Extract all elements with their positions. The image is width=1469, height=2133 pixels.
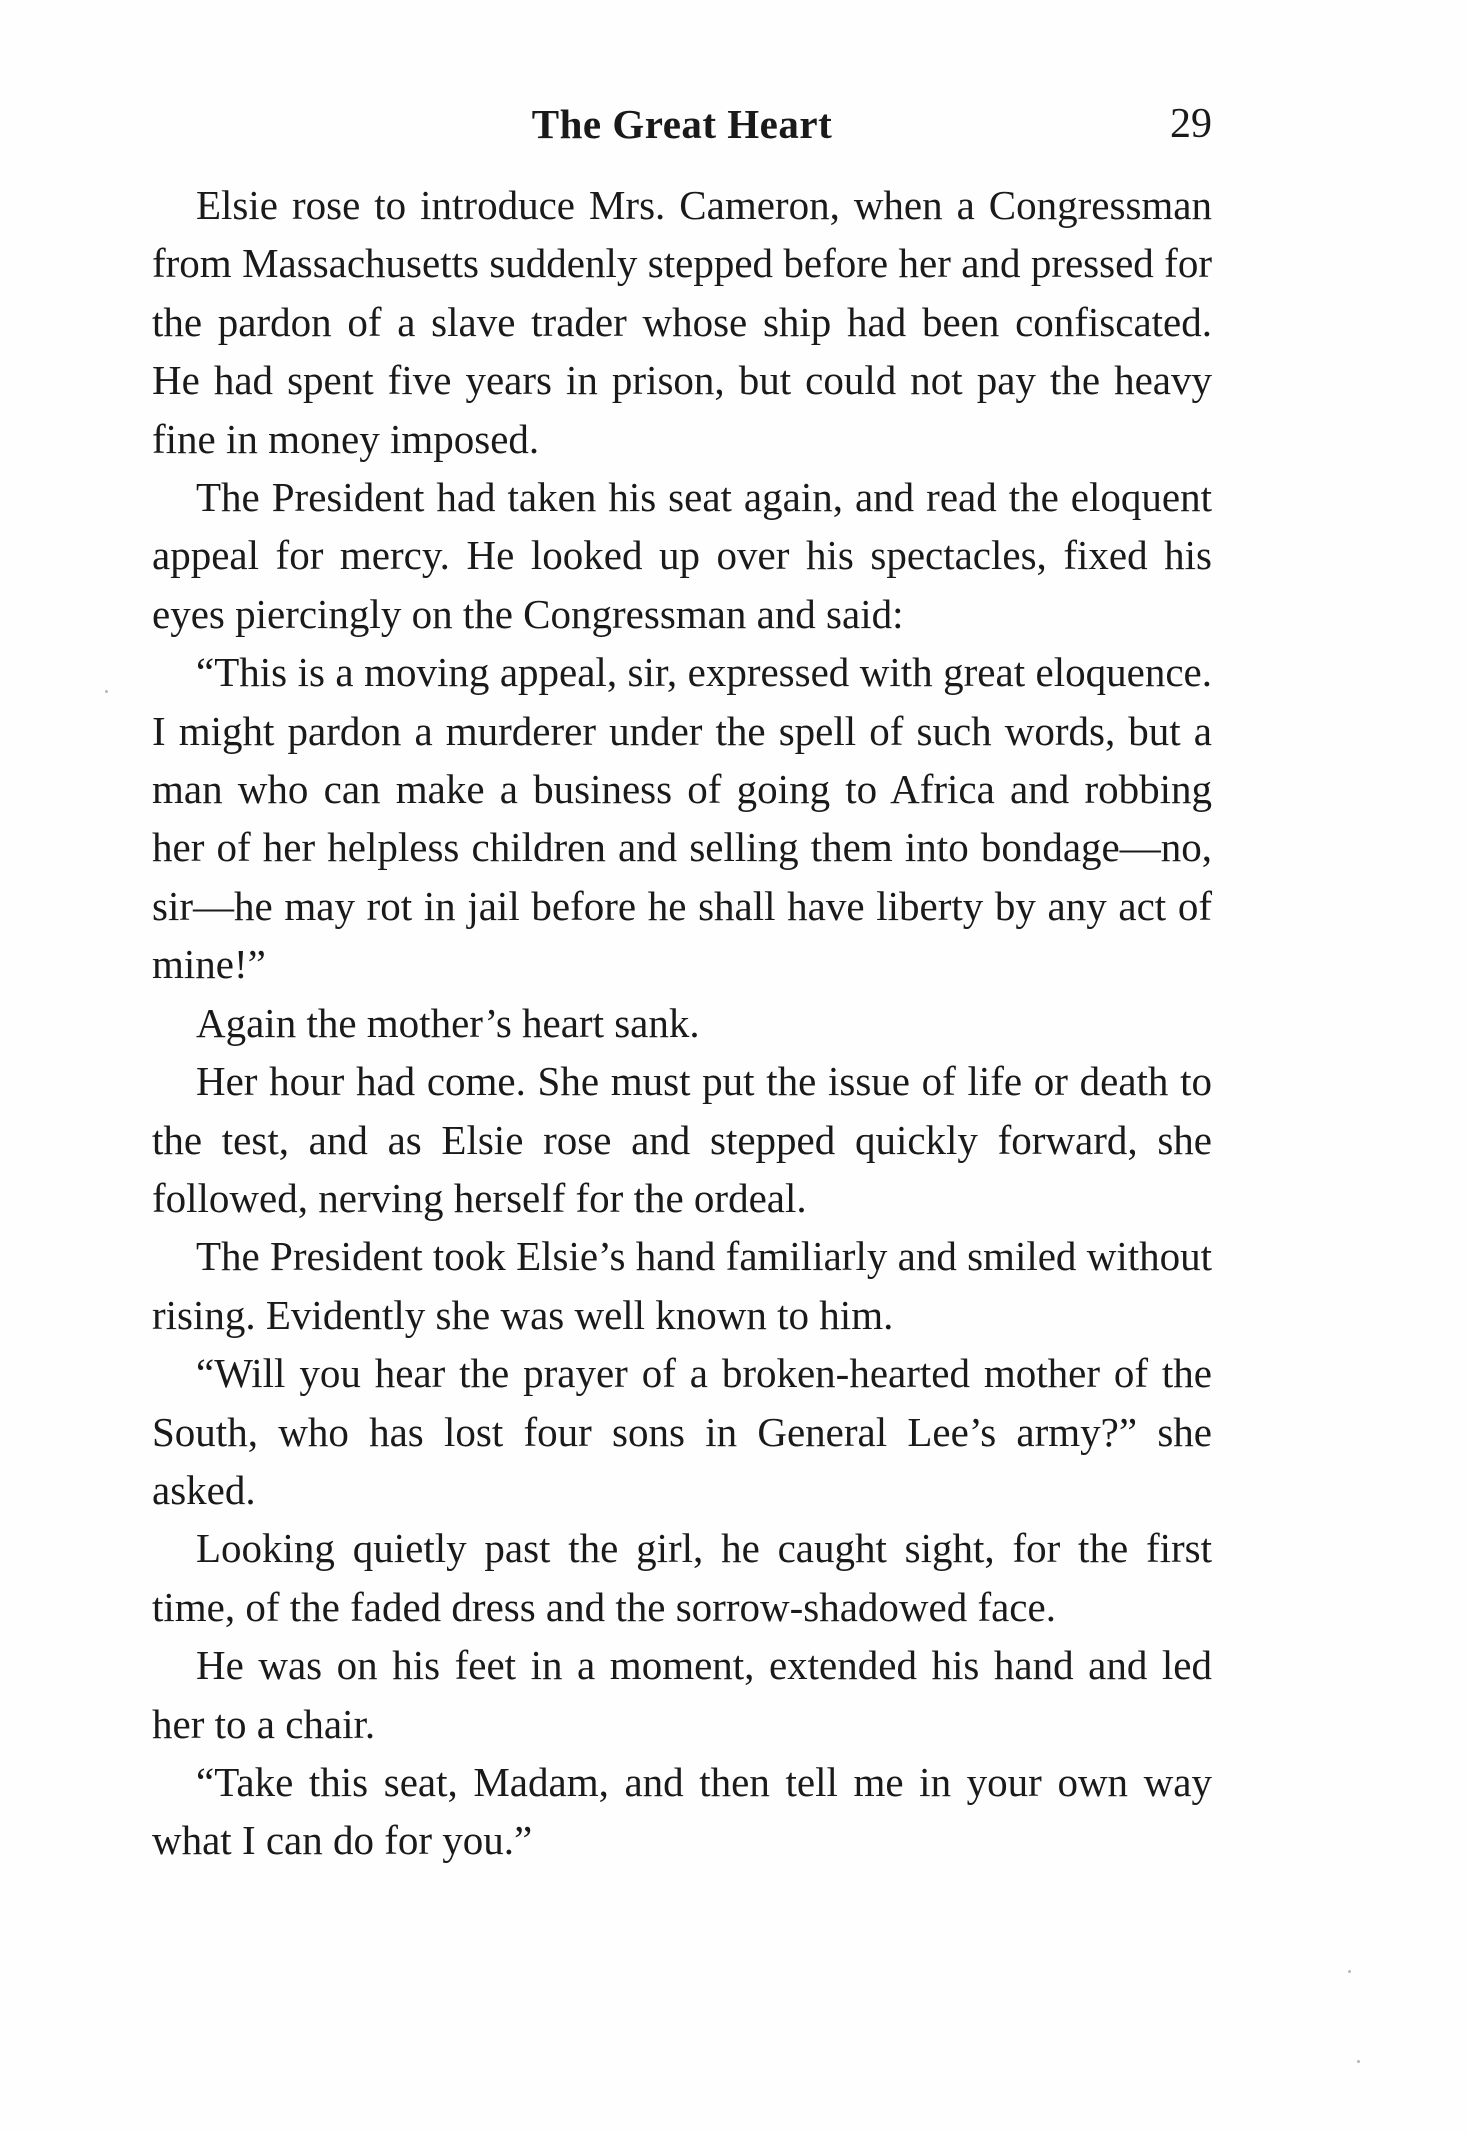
paragraph: “Will you hear the prayer of a broken-hearted mother of the South, who has lost four sons in General Lee’s army?” she asked.: [152, 1350, 1212, 1513]
paragraph: The President had taken his seat again, and read the eloquent appeal for mercy. He looked up over his spectacles, fixed his eyes piercingly on the Congressman and said:: [152, 474, 1212, 637]
paragraph: “Take this seat, Madam, and then tell me in your own way what I can do for you.”: [152, 1758, 1212, 1864]
scan-speck: [1357, 2060, 1360, 2063]
paragraph: The President took Elsie’s hand familiarly and smiled without rising. Evidently she was well known to him.: [152, 1233, 1212, 1338]
running-head: [152, 100, 1212, 160]
scan-speck: [1348, 1970, 1351, 1973]
scan-speck: [105, 690, 108, 693]
paragraph: He was on his feet in a moment, extended his hand and led her to a chair.: [152, 1642, 1212, 1747]
paragraph: Elsie rose to introduce Mrs. Cameron, when a Congressman from Massachusetts suddenly stepped before her and pressed for the pardon of a slave trader whose ship had been confiscated. He had spent five years in prison, but could not pay the heavy fine in money imposed.: [152, 182, 1212, 462]
paragraph: Her hour had come. She must put the issue of life or death to the test, and as Elsie rose and stepped quickly forward, she followed, nerving herself for the ordeal.: [152, 1058, 1212, 1221]
paragraph: Again the mother’s heart sank.: [196, 999, 700, 1046]
body-text: [152, 176, 1212, 1870]
paragraph: “This is a moving appeal, sir, expressed with great eloquence. I might pardon a murderer under the spell of such words, but a man who can make a business of going to Africa and robbing her of her helpless children and selling them into bondage—no, sir—he may rot in jail before he shall have liberty by any act of mine!”: [152, 649, 1212, 988]
paragraph: Looking quietly past the girl, he caught sight, for the first time, of the faded dress and the sorrow-shadowed face.: [152, 1525, 1212, 1630]
running-title: The Great Heart: [531, 101, 833, 147]
page-number: 29: [1170, 101, 1212, 147]
